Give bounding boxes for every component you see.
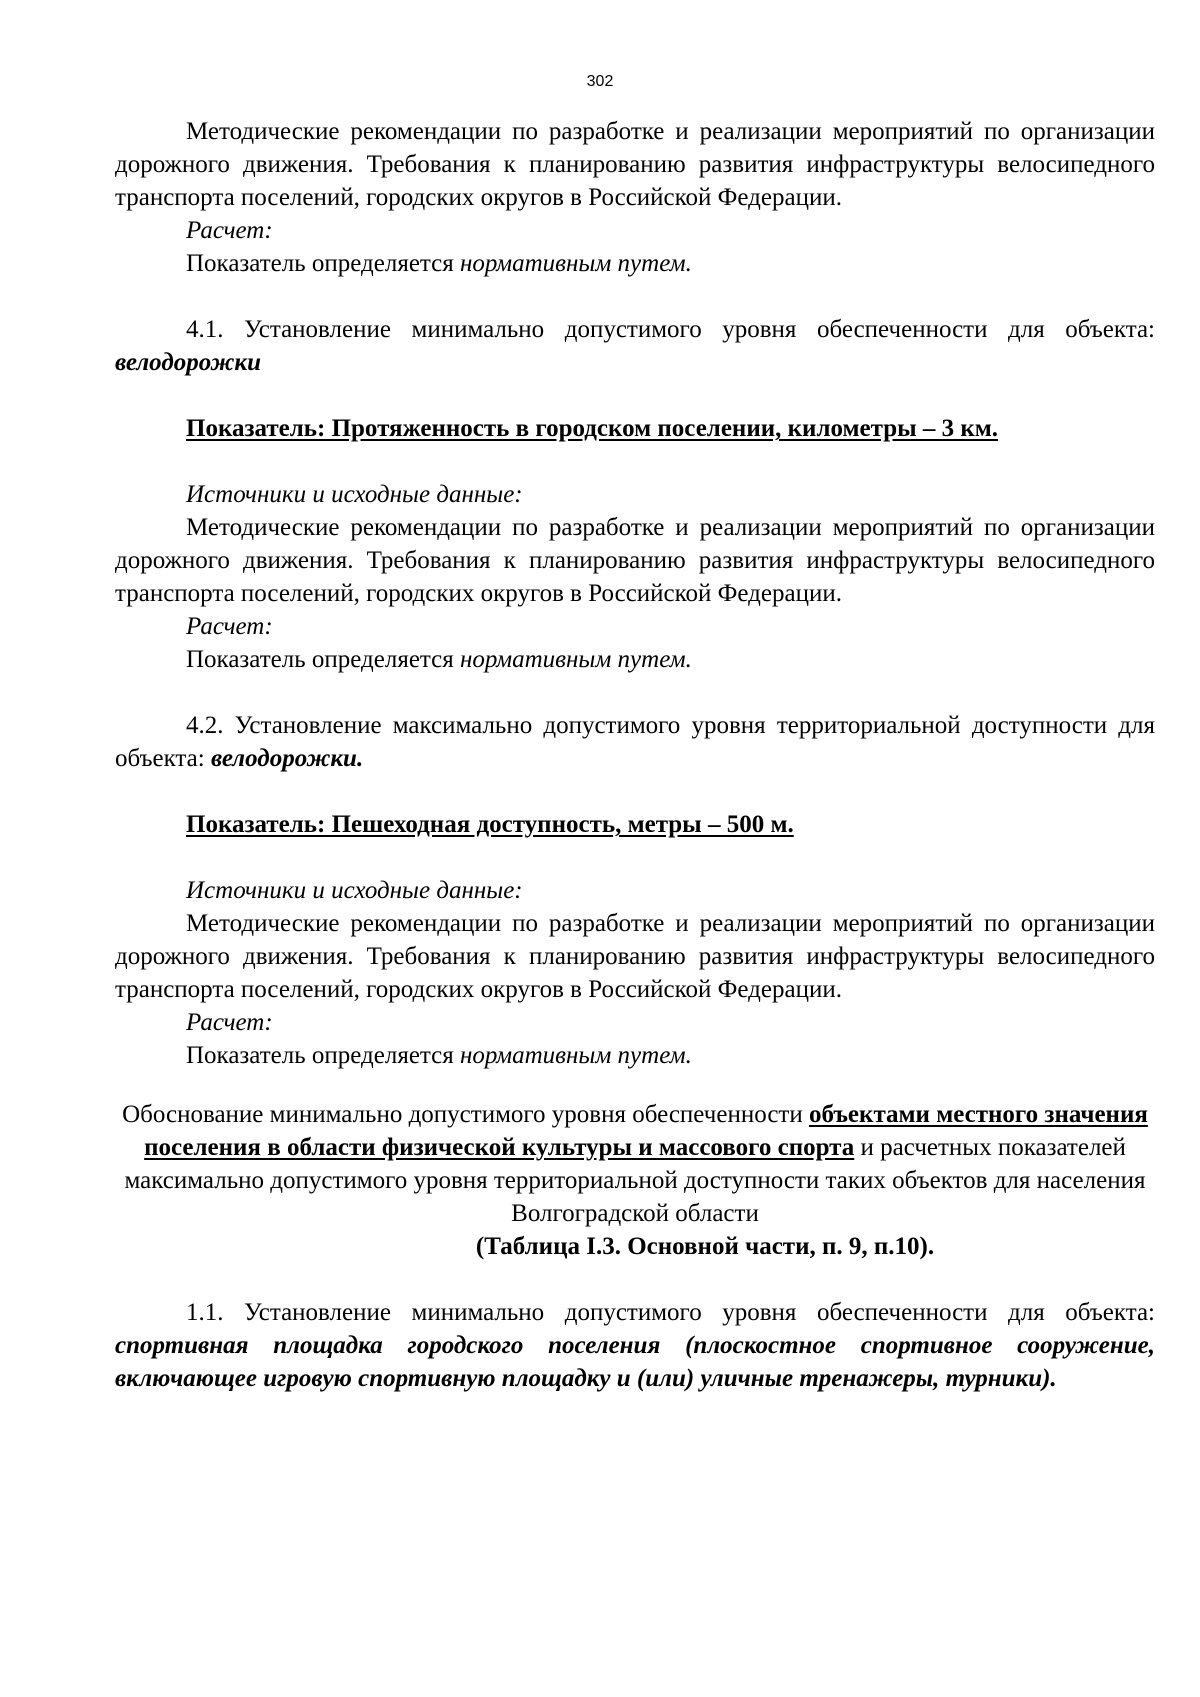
section-4-1-paragraph xyxy=(115,313,1155,379)
calc-label: Расчет: xyxy=(186,217,273,244)
section-1-1-text: 1.1. Установление минимально допустимого уровня обеспеченности для объекта: xyxy=(186,1299,1155,1326)
calc-text: Показатель определяется xyxy=(186,1042,460,1069)
calc-text: Показатель определяется xyxy=(186,646,460,673)
calc-text: Показатель определяется xyxy=(186,250,460,277)
justification-reference: (Таблица I.3. Основной части, п. 9, п.10). xyxy=(475,1233,935,1260)
section-1-1-object: спортивная площадка городского поселения (плоскостное спортивное сооружение, включающее игровую спортивную площадку и (или) уличные тренажеры, турники). xyxy=(115,1332,1155,1392)
indicator-heading-length: Показатель: Протяженность в городском поселении, километры – 3 км. xyxy=(186,415,999,442)
sources-label: Источники и исходные данные: xyxy=(186,481,523,508)
calc-method: нормативным путем. xyxy=(460,646,692,673)
section-4-2-paragraph xyxy=(115,709,1155,775)
justification-heading xyxy=(115,1098,1155,1230)
calc-label: Расчет: xyxy=(186,613,273,640)
calc-paragraph xyxy=(115,643,1155,676)
justification-text-tail: и расчетных показателей максимально допустимого уровня территориальной доступности таких объектов для населения Волгоградской области xyxy=(124,1134,1146,1227)
calc-paragraph xyxy=(115,1039,1155,1072)
calc-paragraph xyxy=(115,247,1155,280)
calc-label: Расчет: xyxy=(186,1009,273,1036)
calc-method: нормативным путем. xyxy=(460,250,692,277)
section-4-2-object: велодорожки. xyxy=(210,745,364,772)
document-body xyxy=(115,115,1155,1395)
section-4-1-text: 4.1. Установление минимально допустимого уровня обеспеченности для объекта: xyxy=(186,316,1155,343)
justification-subject: объектами местного значения поселения в области физической культуры и массового спорта xyxy=(144,1101,1148,1161)
section-4-1-object: велодорожки xyxy=(115,349,261,376)
justification-text: Обоснование минимально допустимого уровня обеспеченности xyxy=(122,1101,809,1128)
sources-label: Источники и исходные данные: xyxy=(186,877,523,904)
page-number: 302 xyxy=(586,73,614,90)
section-1-1-paragraph xyxy=(115,1296,1155,1395)
sources-paragraph: Методические рекомендации по разработке и реализации мероприятий по организации дорожного движения. Требования к планированию развития инфраструктуры велосипедного транспорта поселений, городских округов в Российской Федерации. xyxy=(115,514,1155,607)
section-4-2-text: 4.2. Установление максимально допустимого уровня территориальной доступности для объекта: xyxy=(115,712,1155,772)
sources-paragraph: Методические рекомендации по разработке и реализации мероприятий по организации дорожного движения. Требования к планированию развития инфраструктуры велосипедного транспорта поселений, городских округов в Российской Федерации. xyxy=(115,910,1155,1003)
methodology-paragraph: Методические рекомендации по разработке и реализации мероприятий по организации дорожного движения. Требования к планированию развития инфраструктуры велосипедного транспорта поселений, городских округов в Российской Федерации. xyxy=(115,118,1155,211)
indicator-heading-walking: Показатель: Пешеходная доступность, метры – 500 м. xyxy=(186,811,794,838)
calc-method: нормативным путем. xyxy=(460,1042,692,1069)
